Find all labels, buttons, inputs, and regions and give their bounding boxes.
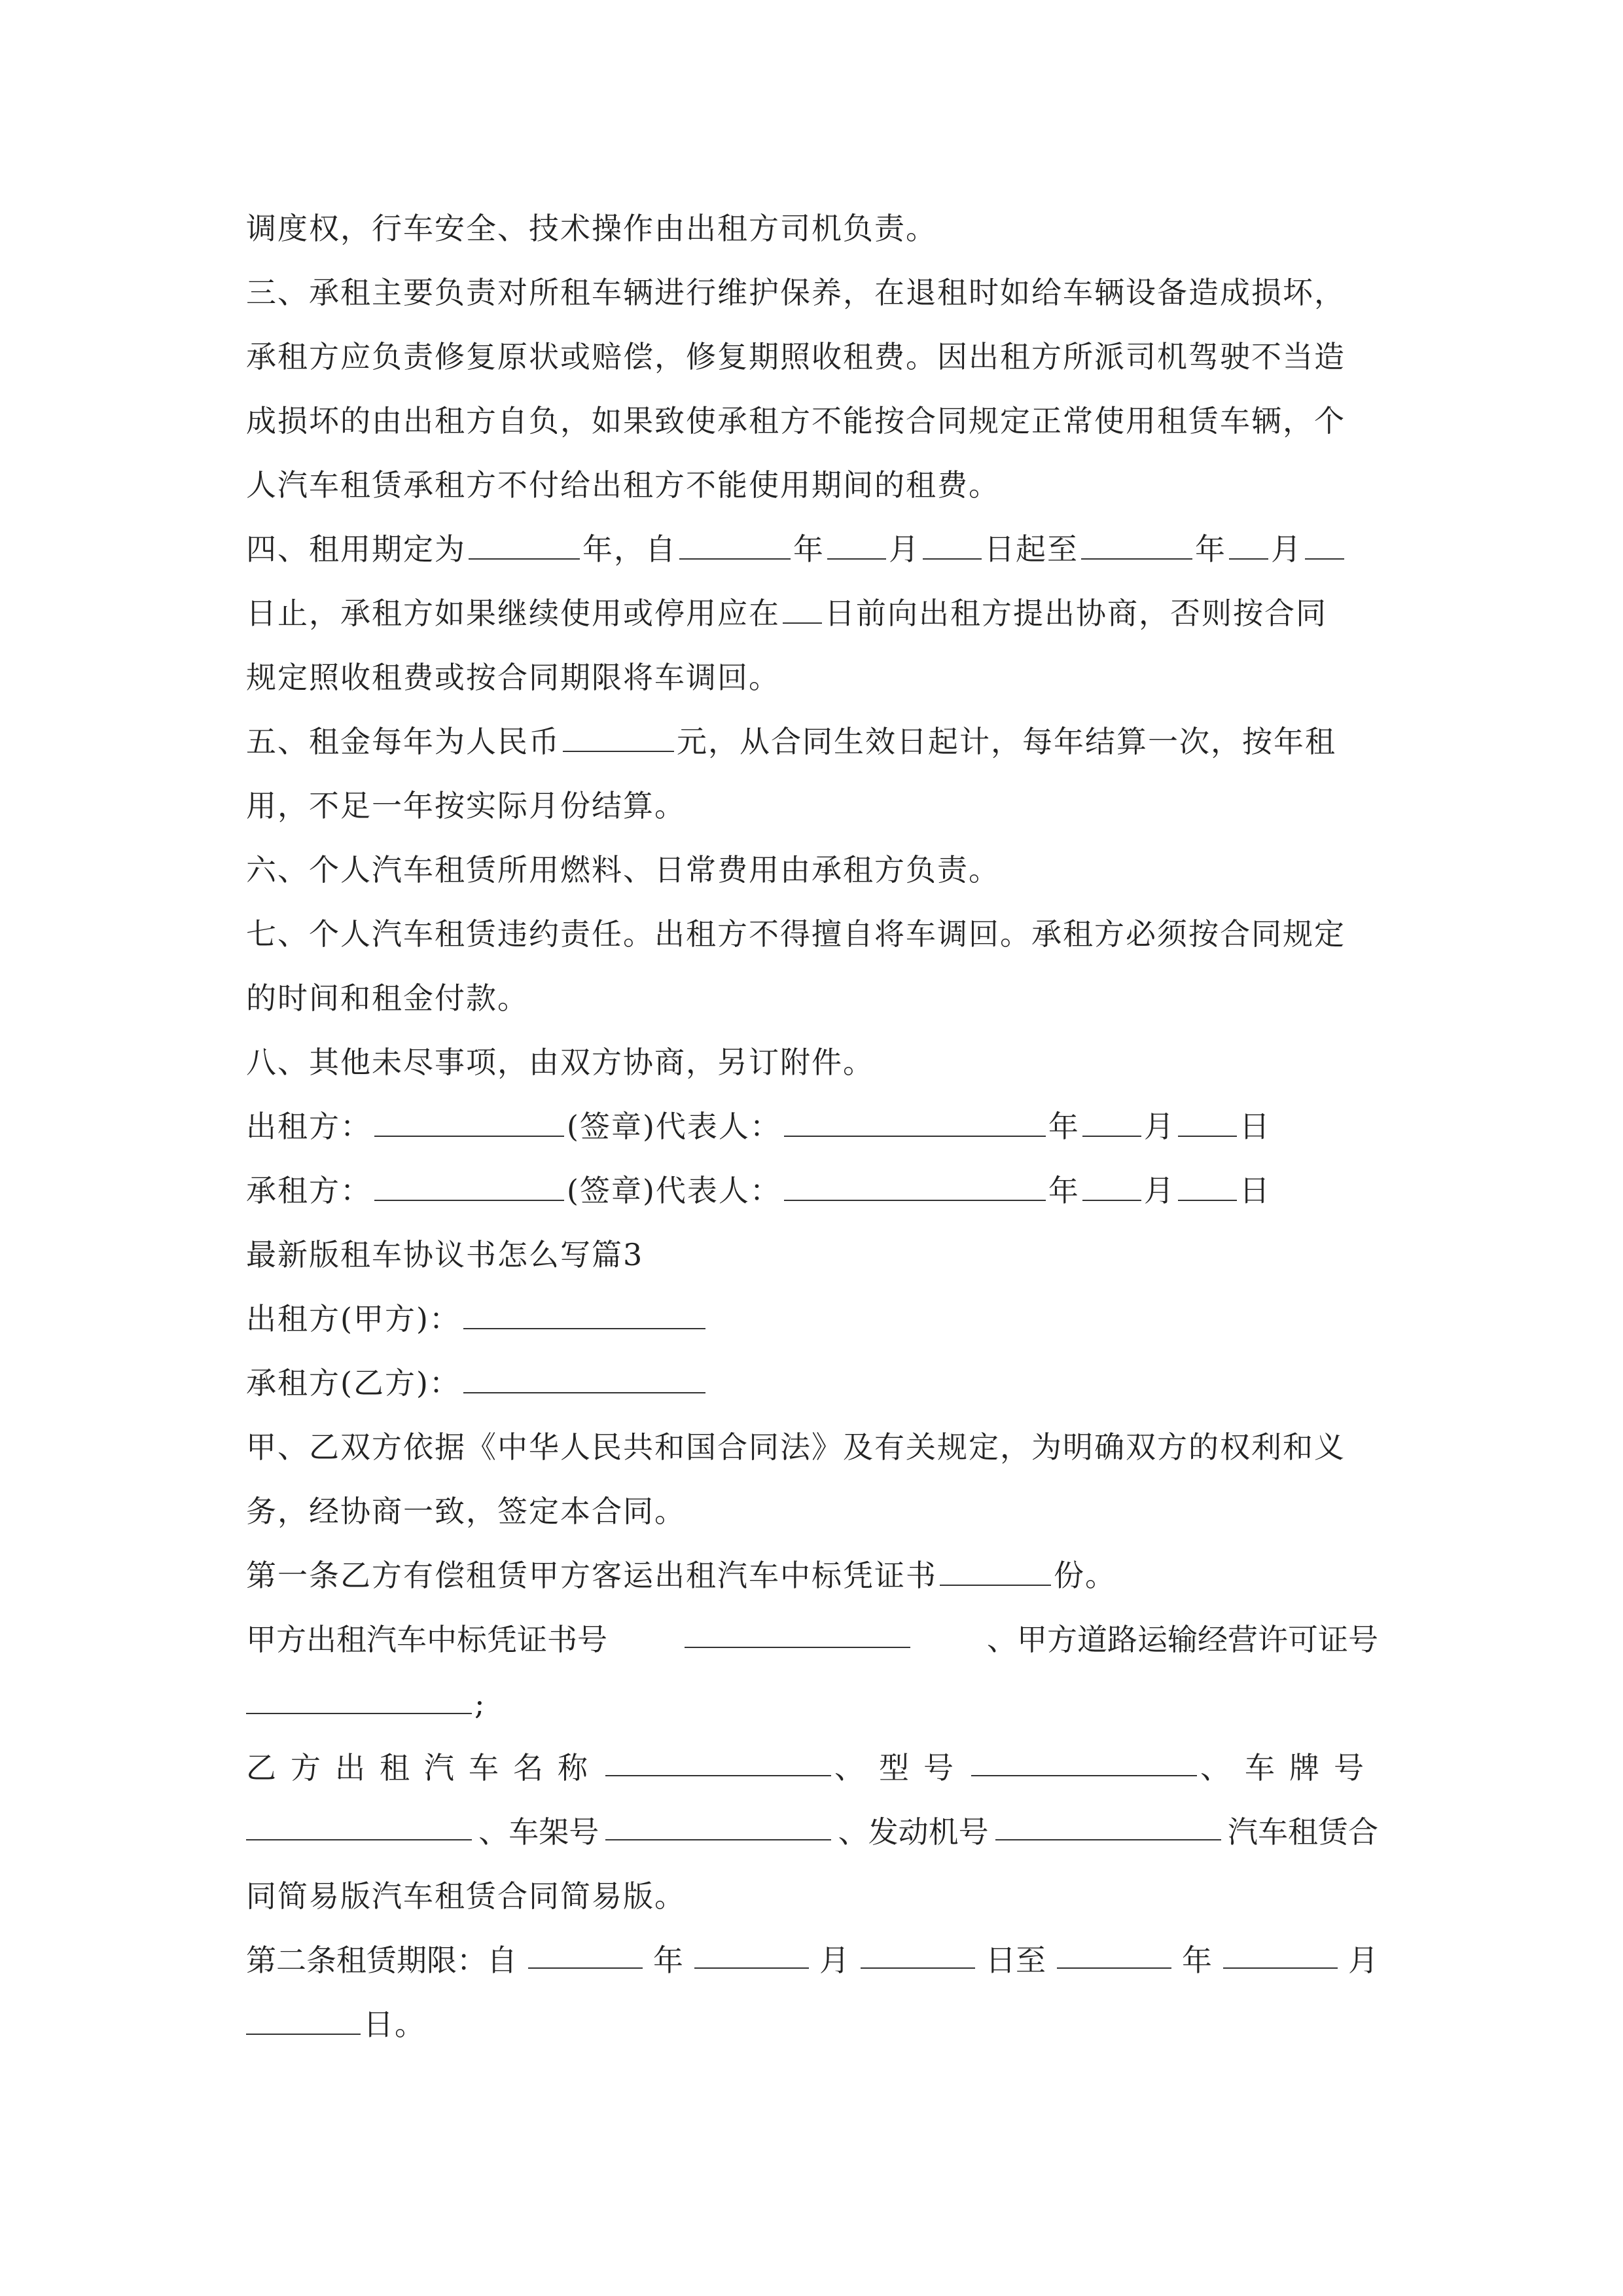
text-line: 八、其他未尽事项，由双方协商，另订附件。 xyxy=(246,1045,874,1080)
text: 月 xyxy=(1143,1173,1175,1208)
text: 月 xyxy=(1143,1109,1175,1144)
blank-field[interactable] xyxy=(605,1800,831,1840)
text: 四、租用期定为 xyxy=(246,531,466,567)
text: 五、租金每年为人民币 xyxy=(246,724,560,759)
text: 年 xyxy=(1182,1943,1212,1978)
text: 年，自 xyxy=(582,531,677,567)
blank-field[interactable] xyxy=(605,1736,831,1776)
text: 、车牌号 xyxy=(1200,1750,1378,1785)
rent-amount-line xyxy=(246,709,1378,774)
party-a-line xyxy=(246,1287,1378,1351)
text: 年 xyxy=(793,531,825,567)
text: 、甲方道路运输经营许可证号 xyxy=(987,1622,1378,1657)
text-line: 规定照收租费或按合同期限将车调回。 xyxy=(246,660,780,695)
blank-field[interactable] xyxy=(784,1160,1046,1201)
party-b-line xyxy=(246,1351,1378,1415)
blank-field[interactable] xyxy=(374,1160,564,1201)
blank-field[interactable] xyxy=(679,519,791,560)
text-line: 同简易版汽车租赁合同简易版。 xyxy=(246,1878,686,1914)
text: 元，从合同生效日起计，每年结算一次，按年租 xyxy=(677,724,1336,759)
text: 日止，承租方如果继续使用或停用应在 xyxy=(246,596,780,631)
text: 、型号 xyxy=(834,1750,968,1785)
text: 年 xyxy=(1195,531,1226,567)
text: 承租方(乙方)： xyxy=(246,1365,461,1401)
blank-field[interactable] xyxy=(463,1289,705,1329)
blank-field[interactable] xyxy=(995,1800,1221,1840)
text: 、发动机号 xyxy=(838,1814,989,1850)
blank-field[interactable] xyxy=(694,1928,809,1969)
blank-field[interactable] xyxy=(1081,519,1192,560)
text-line: 六、个人汽车租赁所用燃料、日常费用由承租方负责。 xyxy=(246,852,1000,888)
blank-field[interactable] xyxy=(940,1545,1051,1586)
text-line: 的时间和租金付款。 xyxy=(246,980,529,1016)
blank-field[interactable] xyxy=(469,519,580,560)
text: 月 xyxy=(819,1943,849,1978)
text-line: 七、个人汽车租赁违约责任。出租方不得擅自将车调回。承租方必须按合同规定 xyxy=(246,916,1346,952)
text: 日 xyxy=(1239,1109,1271,1144)
text: 汽车租赁合 xyxy=(1227,1814,1378,1850)
text: 日至 xyxy=(986,1943,1046,1978)
text-line: 成损坏的由出租方自负，如果致使承租方不能按合同规定正常使用租赁车辆，个 xyxy=(246,403,1346,439)
text: 日前向出租方提出协商，否则按合同 xyxy=(825,596,1327,631)
blank-field[interactable] xyxy=(528,1928,643,1969)
document-body xyxy=(246,196,1378,2056)
blank-field[interactable] xyxy=(784,1096,1046,1137)
text: (签章)代表人： xyxy=(567,1173,781,1208)
text-line xyxy=(246,1672,1378,1736)
blank-field[interactable] xyxy=(246,1800,472,1840)
certificate-line xyxy=(246,1607,1378,1672)
blank-field[interactable] xyxy=(1305,519,1344,560)
text-line: 甲、乙双方依据《中华人民共和国合同法》及有关规定，为明确双方的权利和义 xyxy=(246,1429,1346,1465)
vehicle-info-line xyxy=(246,1736,1378,1800)
blank-field[interactable] xyxy=(1229,519,1268,560)
text-line: 三、承租主要负责对所租车辆进行维护保养，在退租时如给车辆设备造成损坏， xyxy=(246,275,1346,310)
text-line xyxy=(246,581,1378,645)
text-line: 人汽车租赁承租方不付给出租方不能使用期间的租费。 xyxy=(246,467,1000,503)
text: 第二条租赁期限：自 xyxy=(246,1943,517,1978)
blank-field[interactable] xyxy=(923,519,982,560)
blank-field[interactable] xyxy=(563,711,674,752)
text: 份。 xyxy=(1054,1558,1116,1593)
blank-field[interactable] xyxy=(861,1928,975,1969)
text: 出租方： xyxy=(246,1109,372,1144)
text: 甲方出租汽车中标凭证书号 xyxy=(246,1622,607,1657)
rental-period-line xyxy=(246,517,1378,581)
text: 月 xyxy=(1271,531,1302,567)
blank-field[interactable] xyxy=(463,1353,705,1393)
lease-term-line xyxy=(246,1928,1378,1992)
text: (签章)代表人： xyxy=(567,1109,781,1144)
text: 年 xyxy=(653,1943,683,1978)
text: 、车架号 xyxy=(478,1814,599,1850)
text: ; xyxy=(474,1686,486,1721)
blank-field[interactable] xyxy=(246,1994,361,2035)
blank-field[interactable] xyxy=(1178,1096,1237,1137)
lessor-signature-line xyxy=(246,1094,1378,1158)
text: 出租方(甲方)： xyxy=(246,1301,461,1336)
text: 年 xyxy=(1048,1173,1080,1208)
section-title: 最新版租车协议书怎么写篇3 xyxy=(246,1237,644,1272)
blank-field[interactable] xyxy=(1178,1160,1237,1201)
blank-field[interactable] xyxy=(971,1736,1197,1776)
blank-field[interactable] xyxy=(1057,1928,1171,1969)
text: 年 xyxy=(1048,1109,1080,1144)
blank-field[interactable] xyxy=(1082,1160,1141,1201)
text: 日。 xyxy=(363,2007,426,2042)
blank-field[interactable] xyxy=(1223,1928,1338,1969)
vehicle-numbers-line xyxy=(246,1800,1378,1864)
text-line: 用，不足一年按实际月份结算。 xyxy=(246,788,686,823)
blank-field[interactable] xyxy=(783,583,822,624)
blank-field[interactable] xyxy=(374,1096,564,1137)
text-line: 调度权，行车安全、技术操作由出租方司机负责。 xyxy=(246,211,937,246)
text: 承租方： xyxy=(246,1173,372,1208)
text: 月 xyxy=(1348,1943,1378,1978)
text-line xyxy=(246,1992,1378,2056)
blank-field[interactable] xyxy=(246,1674,472,1714)
blank-field[interactable] xyxy=(1082,1096,1141,1137)
lessee-signature-line xyxy=(246,1158,1378,1223)
blank-field[interactable] xyxy=(685,1607,910,1648)
article-one-line xyxy=(246,1543,1378,1607)
text: 月 xyxy=(889,531,920,567)
text: 日 xyxy=(1239,1173,1271,1208)
text-line: 务，经协商一致，签定本合同。 xyxy=(246,1494,686,1529)
text: 第一条乙方有偿租赁甲方客运出租汽车中标凭证书 xyxy=(246,1558,937,1593)
blank-field[interactable] xyxy=(827,519,886,560)
text-line: 承租方应负责修复原状或赔偿，修复期照收租费。因出租方所派司机驾驶不当造 xyxy=(246,339,1346,374)
text: 日起至 xyxy=(984,531,1079,567)
text: 乙方出租汽车名称 xyxy=(246,1750,602,1785)
